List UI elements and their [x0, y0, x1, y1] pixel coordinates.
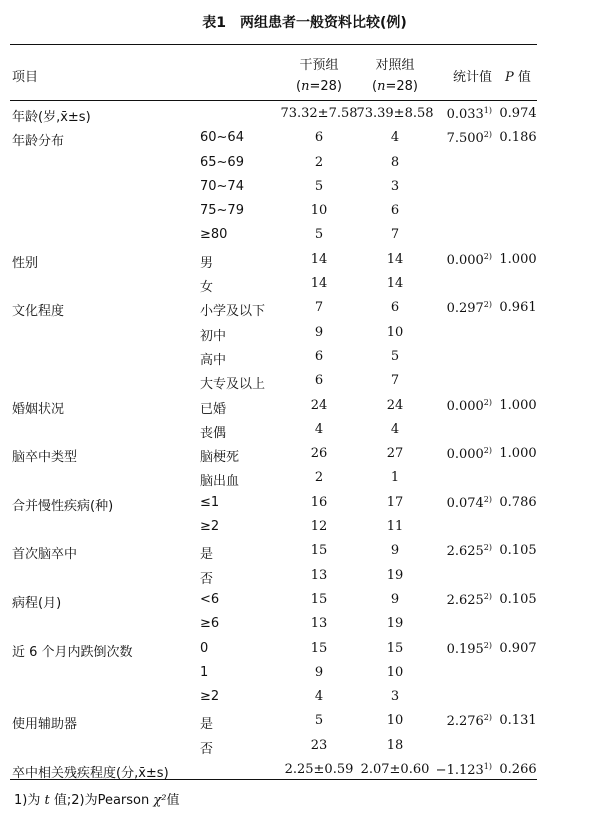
cell-control: 9 — [390, 591, 400, 607]
table-row — [0, 686, 609, 710]
cell-item: 文化程度 — [12, 304, 65, 320]
top-rule — [10, 44, 537, 45]
footnote-part3: 值 — [166, 793, 180, 808]
cell-intervention: 2.25±0.59 — [284, 762, 354, 778]
cell-intervention: 4 — [314, 421, 324, 437]
table-row — [0, 273, 609, 297]
table-row — [0, 346, 609, 370]
table-row — [0, 370, 609, 394]
cell-intervention: 73.32±7.58 — [280, 106, 358, 121]
cell-sub: 75~79 — [200, 203, 244, 219]
table-row — [0, 735, 609, 759]
cell-p: 0.907 — [499, 640, 537, 656]
table-row — [0, 516, 609, 540]
stat-footnote-mark: 2) — [483, 446, 492, 456]
cell-stat: 2.625$^{2)}$ — [446, 591, 492, 608]
cell-control: 1 — [390, 470, 400, 486]
stat-footnote-mark: 2) — [483, 300, 492, 310]
table-row — [0, 613, 609, 637]
cell-control: 15 — [386, 640, 404, 656]
cell-control: 19 — [386, 616, 404, 632]
cell-intervention: 2 — [314, 470, 324, 486]
cell-sub: 60~64 — [200, 130, 244, 146]
cell-control: 3 — [390, 689, 400, 705]
cell-sub: 大专及以上 — [200, 377, 266, 393]
cell-intervention: 6 — [314, 373, 324, 389]
header-p: P 值 — [505, 70, 531, 85]
cell-control: 10 — [386, 713, 404, 729]
cell-control: 14 — [386, 251, 404, 267]
cell-stat: 0.000$^{2)}$ — [446, 397, 492, 414]
cell-item: 性别 — [12, 255, 39, 271]
cell-p: 0.266 — [499, 762, 537, 778]
cell-control: 24 — [386, 397, 404, 413]
cell-intervention: 23 — [310, 737, 328, 753]
cell-intervention: 7 — [314, 300, 324, 316]
cell-p: 0.131 — [499, 713, 537, 729]
table-row — [0, 492, 609, 516]
table-row — [0, 565, 609, 589]
cell-sub: 否 — [200, 741, 214, 757]
cell-sub: ≥2 — [200, 689, 220, 705]
cell-control: 8 — [390, 154, 400, 170]
cell-p: 0.974 — [499, 106, 537, 121]
cell-intervention: 5 — [314, 227, 324, 243]
cell-stat: 0.033$^{1)}$ — [446, 106, 492, 122]
stat-footnote-mark: 1) — [483, 106, 492, 115]
cell-control: 27 — [386, 446, 404, 462]
header-control-n: (n=28) — [372, 79, 418, 94]
cell-intervention: 26 — [310, 446, 328, 462]
table-row — [0, 443, 609, 467]
cell-control: 2.07±0.60 — [360, 762, 430, 778]
cell-intervention: 9 — [314, 324, 324, 340]
cell-sub: 脑梗死 — [200, 450, 240, 466]
cell-intervention: 6 — [314, 130, 324, 146]
cell-sub: 脑出血 — [200, 474, 240, 490]
table-row — [0, 322, 609, 346]
stat-footnote-mark: 2) — [483, 251, 492, 261]
cell-item: 近 6 个月内跌倒次数 — [12, 644, 133, 660]
cell-p: 0.105 — [499, 543, 537, 559]
cell-sub: ≥2 — [200, 519, 220, 535]
cell-sub: 0 — [200, 640, 209, 656]
cell-item: 婚姻状况 — [12, 401, 65, 417]
cell-sub: 是 — [200, 547, 214, 563]
cell-intervention: 4 — [314, 689, 324, 705]
cell-stat: $-1.123^{1)}$ — [435, 762, 492, 779]
table-label: 表1 — [202, 15, 226, 31]
table-title — [0, 12, 609, 32]
cell-control: 10 — [386, 664, 404, 680]
cell-control: 5 — [390, 348, 400, 364]
table-row — [0, 419, 609, 443]
stat-footnote-mark: 2) — [483, 640, 492, 650]
header-rule — [10, 100, 537, 101]
stat-footnote-mark: 2) — [483, 397, 492, 407]
table-row — [0, 224, 609, 248]
cell-stat: 2.276$^{2)}$ — [446, 713, 492, 730]
cell-item: 合并慢性疾病(种) — [12, 498, 114, 514]
header-stat: 统计值 — [452, 70, 492, 85]
cell-item: 首次脑卒中 — [12, 547, 78, 563]
cell-item: 使用辅助器 — [12, 717, 78, 733]
cell-stat: 0.074$^{2)}$ — [446, 494, 492, 511]
cell-sub: ≤1 — [200, 494, 220, 510]
cell-intervention: 10 — [310, 203, 328, 219]
cell-intervention: 24 — [310, 397, 328, 413]
cell-control: 4 — [390, 421, 400, 437]
cell-sub: 65~69 — [200, 154, 244, 170]
cell-sub: <6 — [200, 591, 220, 607]
header-control: 对照组 — [375, 58, 415, 73]
cell-p: 0.786 — [499, 494, 537, 510]
cell-intervention: 15 — [310, 591, 328, 607]
cell-sub: 丧偶 — [200, 425, 227, 441]
cell-intervention: 5 — [314, 178, 324, 194]
cell-control: 7 — [390, 373, 400, 389]
table-row — [0, 297, 609, 321]
cell-intervention: 9 — [314, 664, 324, 680]
cell-sub: ≥80 — [200, 227, 228, 243]
cell-stat: 0.297$^{2)}$ — [446, 300, 492, 317]
cell-intervention: 12 — [310, 519, 328, 535]
table-caption: 两组患者一般资料比较(例) — [239, 15, 407, 31]
cell-p: 0.186 — [499, 130, 537, 146]
cell-control: 6 — [390, 203, 400, 219]
table-row — [0, 249, 609, 273]
cell-control: 7 — [390, 227, 400, 243]
cell-p: 1.000 — [499, 251, 537, 267]
table-row — [0, 103, 609, 127]
stat-footnote-mark: 2) — [483, 494, 492, 504]
cell-control: 11 — [386, 519, 404, 535]
cell-control: 17 — [386, 494, 404, 510]
cell-sub: 已婚 — [200, 401, 227, 417]
stat-footnote-mark: 1) — [483, 762, 492, 772]
cell-intervention: 13 — [310, 616, 328, 632]
table-row — [0, 176, 609, 200]
cell-stat: 0.000$^{2)}$ — [446, 446, 492, 463]
cell-p: 0.961 — [499, 300, 537, 316]
stat-footnote-mark: 2) — [483, 130, 492, 140]
footnote — [14, 789, 179, 808]
cell-sub: 1 — [200, 664, 209, 680]
cell-control: 9 — [390, 543, 400, 559]
cell-intervention: 15 — [310, 543, 328, 559]
table-row — [0, 395, 609, 419]
stat-footnote-mark: 2) — [483, 591, 492, 601]
cell-stat: 7.500$^{2)}$ — [446, 130, 492, 147]
cell-control: 3 — [390, 178, 400, 194]
cell-intervention: 5 — [314, 713, 324, 729]
cell-control: 14 — [386, 276, 404, 292]
cell-sub: 小学及以下 — [200, 304, 266, 320]
cell-control: 4 — [390, 130, 400, 146]
cell-stat: 2.625$^{2)}$ — [446, 543, 492, 560]
table-row — [0, 710, 609, 734]
footnote-chi: χ² — [153, 793, 167, 808]
cell-intervention: 2 — [314, 154, 324, 170]
cell-control: 19 — [386, 567, 404, 583]
stat-footnote-mark: 2) — [483, 543, 492, 553]
table-body — [0, 103, 609, 783]
footnote-t: t — [44, 793, 50, 808]
cell-control: 18 — [386, 737, 404, 753]
cell-sub: ≥6 — [200, 616, 220, 632]
cell-item: 脑卒中类型 — [12, 450, 78, 466]
cell-item: 卒中相关残疾程度(分,x̄±s) — [12, 766, 169, 782]
footnote-part2: 值;2)为Pearson — [49, 793, 154, 808]
bottom-rule — [10, 779, 537, 780]
cell-intervention: 14 — [310, 276, 328, 292]
cell-sub: 70~74 — [200, 178, 244, 194]
stat-footnote-mark: 2) — [483, 713, 492, 723]
cell-intervention: 13 — [310, 567, 328, 583]
cell-item: 病程(月) — [12, 595, 62, 611]
cell-sub: 男 — [200, 255, 214, 271]
cell-sub: 初中 — [200, 328, 227, 344]
footnote-part1: 1)为 — [14, 793, 45, 808]
cell-intervention: 15 — [310, 640, 328, 656]
cell-p: 1.000 — [499, 446, 537, 462]
cell-intervention: 14 — [310, 251, 328, 267]
cell-sub: 高中 — [200, 352, 227, 368]
table-row — [0, 127, 609, 151]
cell-item: 年龄分布 — [12, 134, 65, 150]
cell-control: 10 — [386, 324, 404, 340]
cell-control: 73.39±8.58 — [356, 106, 434, 121]
table-row — [0, 200, 609, 224]
cell-intervention: 6 — [314, 348, 324, 364]
table-row — [0, 589, 609, 613]
table-row — [0, 662, 609, 686]
header-item: 项目 — [12, 70, 39, 85]
table-row — [0, 467, 609, 491]
cell-sub: 是 — [200, 717, 214, 733]
cell-item: 年龄(岁,x̄±s) — [12, 110, 91, 125]
cell-stat: 0.000$^{2)}$ — [446, 251, 492, 268]
cell-stat: 0.195$^{2)}$ — [446, 640, 492, 657]
header-intervention-n: (n=28) — [296, 79, 342, 94]
table-row — [0, 152, 609, 176]
cell-intervention: 16 — [310, 494, 328, 510]
cell-control: 6 — [390, 300, 400, 316]
cell-sub: 否 — [200, 571, 214, 587]
cell-sub: 女 — [200, 280, 214, 296]
cell-p: 1.000 — [499, 397, 537, 413]
table-row — [0, 638, 609, 662]
header-intervention: 干预组 — [299, 58, 339, 73]
table-row — [0, 540, 609, 564]
cell-p: 0.105 — [499, 591, 537, 607]
